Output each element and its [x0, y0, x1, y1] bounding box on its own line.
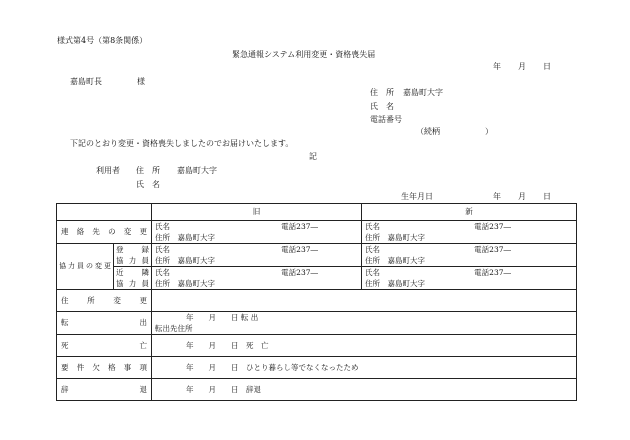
top-date-month: 月 [518, 62, 526, 71]
phone-label: 電話237― [474, 268, 511, 277]
row-label-disqualify: 要件欠格事項 [57, 357, 152, 379]
address-change-cell[interactable] [152, 290, 577, 312]
address-label: 住所 [155, 256, 170, 265]
name-label: 氏名 [155, 268, 170, 277]
top-date-year: 年 [493, 62, 501, 71]
header-old: 旧 [152, 204, 362, 221]
intro-text: 下記のとおり変更・資格喪失しましたのでお届けいたします。 [70, 139, 294, 148]
sub-neighbor-a: 近 隣 [116, 268, 149, 277]
registered-new-cell[interactable] [362, 244, 577, 267]
address-value: 嘉島町大字 [177, 256, 215, 265]
address-value: 嘉島町大字 [177, 233, 215, 242]
header-blank [57, 204, 152, 221]
name-label: 氏名 [155, 245, 170, 254]
contact-old-cell[interactable] [152, 221, 362, 244]
row-label-contact: 連絡先の変更 [57, 221, 152, 244]
sub-registered-b: 協力員 [116, 256, 149, 265]
address-value: 嘉島町大字 [387, 233, 425, 242]
birth-year: 年 [493, 192, 501, 201]
address-value: 嘉島町大字 [387, 256, 425, 265]
table-row [57, 221, 577, 244]
applicant-phone-label: 電話番号 [370, 115, 402, 124]
address-value: 嘉島町大字 [177, 279, 215, 288]
name-label: 氏名 [365, 268, 380, 277]
address-value: 嘉島町大字 [387, 279, 425, 288]
user-address-label: 住 所 [136, 166, 160, 175]
phone-label: 電話237― [281, 268, 318, 277]
applicant-relation-label: （続柄 [416, 127, 440, 136]
birth-month: 月 [518, 192, 526, 201]
row-label-resign: 辞退 [57, 379, 152, 401]
ki-heading: 記 [309, 152, 317, 161]
row-label-moveout: 転出 [57, 312, 152, 335]
table-row [57, 290, 577, 312]
name-label: 氏名 [365, 222, 380, 231]
sub-label-registered [114, 244, 152, 267]
row-label-death: 死亡 [57, 335, 152, 357]
neighbor-old-cell[interactable] [152, 267, 362, 290]
address-label: 住所 [155, 279, 170, 288]
addressee: 嘉島町長 [70, 77, 102, 86]
table-row [57, 312, 577, 335]
birth-label: 生年月日 [401, 192, 433, 201]
phone-label: 電話237― [281, 245, 318, 254]
row-label-cooperator: 協力員の変更 [57, 244, 114, 290]
name-label: 氏名 [155, 222, 170, 231]
table-header-row [57, 204, 577, 221]
phone-label: 電話237― [474, 245, 511, 254]
user-label: 利用者 [96, 166, 120, 175]
phone-label: 電話237― [474, 222, 511, 231]
row-label-address: 住所変更 [57, 290, 152, 312]
address-label: 住所 [365, 279, 380, 288]
change-table [56, 203, 577, 401]
registered-old-cell[interactable] [152, 244, 362, 267]
form-number: 様式第4号（第8条関係） [57, 36, 148, 45]
phone-label: 電話237― [281, 222, 318, 231]
name-label: 氏名 [365, 245, 380, 254]
applicant-name-label: 氏 名 [370, 102, 394, 111]
table-row [57, 379, 577, 401]
sub-neighbor-b: 協力員 [116, 279, 149, 288]
address-label: 住所 [155, 233, 170, 242]
death-cell[interactable]: 年 月 日 死 亡 [152, 335, 577, 357]
moveout-dest: 転出先住所 [155, 324, 193, 333]
table-row [57, 335, 577, 357]
table-row [57, 244, 577, 267]
table-row [57, 357, 577, 379]
applicant-address-label: 住 所 [370, 88, 394, 97]
moveout-line: 年 月 日 転 出 [186, 313, 259, 322]
header-new: 新 [362, 204, 577, 221]
moveout-cell[interactable] [152, 312, 577, 335]
user-address-value: 嘉島町大字 [177, 166, 217, 175]
sub-label-neighbor [114, 267, 152, 290]
sub-registered-a: 登 録 [116, 245, 149, 254]
resign-cell[interactable]: 年 月 日 辞退 [152, 379, 577, 401]
birth-day: 日 [543, 192, 551, 201]
applicant-address-value: 嘉島町大字 [403, 88, 443, 97]
user-name-label: 氏 名 [136, 180, 160, 189]
contact-new-cell[interactable] [362, 221, 577, 244]
address-label: 住所 [365, 256, 380, 265]
form-title: 緊急通報システム利用変更・資格喪失届 [232, 50, 376, 59]
disqualify-cell[interactable]: 年 月 日 ひとり暮らし等でなくなったため [152, 357, 577, 379]
applicant-relation-close: ） [485, 127, 493, 136]
neighbor-new-cell[interactable] [362, 267, 577, 290]
addressee-suffix: 様 [137, 77, 145, 86]
table-row [57, 267, 577, 290]
address-label: 住所 [365, 233, 380, 242]
top-date-day: 日 [543, 62, 551, 71]
